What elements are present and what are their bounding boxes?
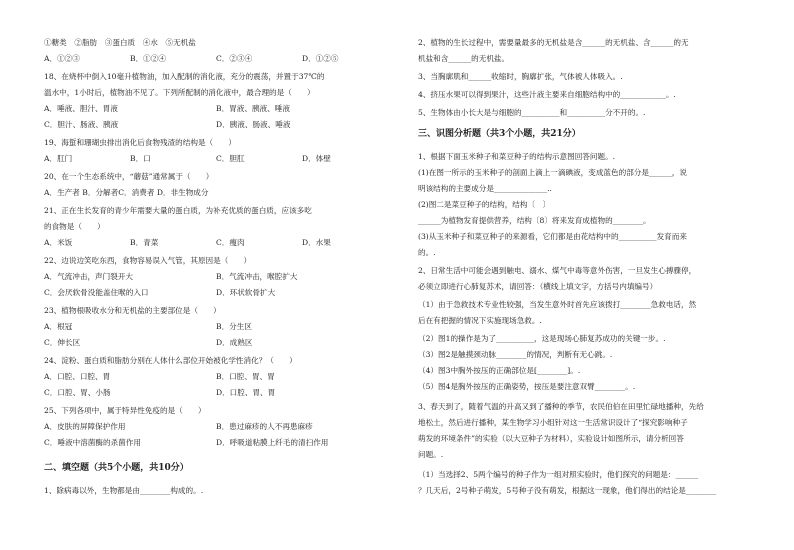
fill-in-question-2: 2、植物的生长过程中，需要量最多的无机盐是含______的无机盐、含______的无: [418, 38, 689, 47]
section-fill-in-title: 二、填空题（共5个小题，共10分）: [44, 463, 189, 473]
option-b: B．青菜: [130, 238, 159, 247]
fill-in-question-3: 3、当胸廓肌和______收缩时，胸廓扩张，气体被人体吸入。.: [418, 72, 623, 81]
question-18: 18、在烧杯中倒入10毫升植物油，加入配制的消化液，充分的震荡，并置于37℃的: [44, 72, 325, 81]
diagram-question-2-cont: 必须立即进行心肺复苏术，请回答：（横线上填文字，方括号内填编号）: [418, 282, 658, 291]
question-18-cont: 温水中，1小时后，植物油不见了。下列所配制的消化液中，最合理的是（ ）: [44, 88, 315, 97]
question-25: 25、下列各项中，属于特异性免疫的是（ ）: [44, 406, 206, 415]
option-b: B．①②④: [130, 54, 166, 63]
option-d: D．①②⑤: [302, 54, 339, 63]
diagram-question-1-part2-cont: ______为植物发育提供营养，结构〔8〕将来发育成植物的________。: [418, 216, 651, 225]
option-a: A．根冠: [44, 322, 73, 331]
diagram-question-3: 3、春天到了，随着气温的升高又到了播种的季节，农民伯伯在田里忙碌地播种，先给: [418, 402, 704, 411]
option-a: A．米饭: [44, 238, 73, 247]
diagram-question-1-part1-cont: 明该结构的主要成分是______________..: [418, 184, 552, 193]
option-c: C．伸长区: [44, 338, 81, 347]
option-d: D．胰液、肠液、唾液: [216, 120, 291, 129]
question-21: 21、正在生长发育的青少年需要大量的蛋白质，为补充优质的蛋白质，应该多吃: [44, 206, 312, 215]
diagram-question-3-part1-cont: ？几天后，2号种子萌发，5号种子没有萌发，根据这一现象，他们得出的结论是________: [418, 486, 717, 495]
diagram-question-3-part1: （1）当选择2、5两个编号的种子作为一组对照实验时，他们探究的问题是：______: [418, 470, 699, 479]
option-a: A．唾液、胆汁、胃液: [44, 104, 118, 113]
diagram-question-1-part1: (1)在图一所示的玉米种子的剖面上滴上一滴碘液，变成蓝色的部分是______，说: [418, 168, 687, 177]
option-b: B．患过麻疹的人不再患麻疹: [216, 422, 313, 431]
diagram-question-1-part3: (3)从玉米种子和菜豆种子的来源看，它们都是由花结构中的__________发育而来: [418, 232, 687, 241]
diagram-question-2-part2: （2）图1的操作是为了__________，这是现场心肺复苏成功的关键一步。.: [418, 334, 666, 343]
option-c: C．胆汁、肠液、胰液: [44, 120, 119, 129]
option-d: D．成熟区: [216, 338, 253, 347]
option-d: D．体壁: [302, 154, 331, 163]
fill-in-question-5: 5、生物体由小长大是与细胞的__________和__________分不开的。.: [418, 108, 646, 117]
diagram-question-2-part5: （5）图4是胸外按压的正确姿势，按压是要注意双臂________。.: [418, 382, 636, 391]
question-20-options: A．生产者 B．分解者C．消费者 D．非生物成分: [44, 188, 209, 197]
option-c: C．口腔、胃、小肠: [44, 388, 111, 397]
fill-in-question-2-cont: 机盐和含______的无机盐。: [418, 54, 510, 63]
option-b: B．胃液、胰液、唾液: [216, 104, 290, 113]
option-a: A．口腔、口腔、胃: [44, 372, 111, 381]
fill-in-question-1: 1、除病毒以外，生物都是由________构成的。.: [44, 486, 204, 495]
question-19: 19、海蜇和珊瑚虫排出消化后食物残渣的结构是（ ）: [44, 138, 236, 147]
diagram-question-1-part3-cont: 的。.: [418, 248, 436, 257]
option-d: D．环状软骨扩大: [216, 288, 276, 297]
diagram-question-2: 2、日常生活中可能会遇到触电、溺水、煤气中毒等意外伤害，一旦发生心搏骤停，: [418, 266, 697, 275]
option-a: A．①②③: [44, 54, 80, 63]
question-20: 20、在一个生态系统中，“蘑菇”通常属于（ ）: [44, 172, 214, 181]
option-b: B．气流冲击，喉腔扩大: [216, 272, 298, 281]
option-d: D．呼吸道粘膜上纤毛的清扫作用: [216, 438, 329, 447]
option-b: B．分生区: [216, 322, 252, 331]
option-d: D．水果: [302, 238, 331, 247]
diagram-question-1: 1、根据下面玉米种子和菜豆种子的结构示意图回答问题。.: [418, 152, 616, 161]
option-b: B．口腔、胃、胃: [216, 372, 275, 381]
question-21-cont: 的食物是（ ）: [44, 222, 105, 231]
diagram-question-3-cont-3: 问题。.: [418, 450, 444, 459]
diagram-question-2-part1-cont: 后在有把握的情况下实施现场急救。.: [418, 316, 542, 325]
option-c: C．②③④: [216, 54, 253, 63]
option-a: A．皮肤的屏障保护作用: [44, 422, 126, 431]
diagram-question-2-part4: （4）图3中胸外按压的正确部位是[________]。.: [418, 366, 581, 375]
section-diagram-title: 三、识图分析题（共3个小题，共21分）: [418, 129, 581, 139]
option-c: C．唾液中溶菌酶的杀菌作用: [44, 438, 141, 447]
diagram-question-3-cont-2: 萌发的环境条件”的实验（以大豆种子为材料），实验设计如图所示，请分析回答: [418, 434, 684, 443]
option-a: A．气流冲击，声门裂开大: [44, 272, 134, 281]
diagram-question-2-part1: （1）由于急救技术专业性较强，当发生意外时首先应该拨打________急救电话，然: [418, 300, 697, 309]
option-c: C．会厌软骨没能盖住喉的入口: [44, 288, 149, 297]
fill-in-question-4: 4、挤压水果可以得到果汁，这些汁液主要来自细胞结构中的____________。.: [418, 90, 676, 99]
nutrient-list: ①糖类 ②脂肪 ③蛋白质 ④水 ⑤无机盐: [44, 38, 196, 47]
option-d: D．口腔、胃、胃: [216, 388, 276, 397]
question-23: 23、植物根吸收水分和无机盐的主要部位是（ ）: [44, 306, 221, 315]
option-a: A．肛门: [44, 154, 73, 163]
option-b: B．口: [130, 154, 151, 163]
diagram-question-1-part2: (2)图二是菜豆种子的结构，结构〔 〕: [418, 200, 551, 209]
option-c: C．胆肛: [216, 154, 245, 163]
diagram-question-3-cont-1: 地松土，然后进行播种，某生物学习小组针对这一生活常识设计了“探究影响种子: [418, 418, 688, 427]
question-22: 22、边说边笑吃东西，食物容易误入气管，其原因是（ ）: [44, 256, 252, 265]
diagram-question-2-part3: （3）图2是触摸颈动脉________的情况，判断有无心跳。.: [418, 350, 613, 359]
question-24: 24、淀粉、蛋白质和脂肪分别在人体什么部位开始被化学性消化？（ ）: [44, 356, 297, 365]
option-c: C．瘦肉: [216, 238, 245, 247]
